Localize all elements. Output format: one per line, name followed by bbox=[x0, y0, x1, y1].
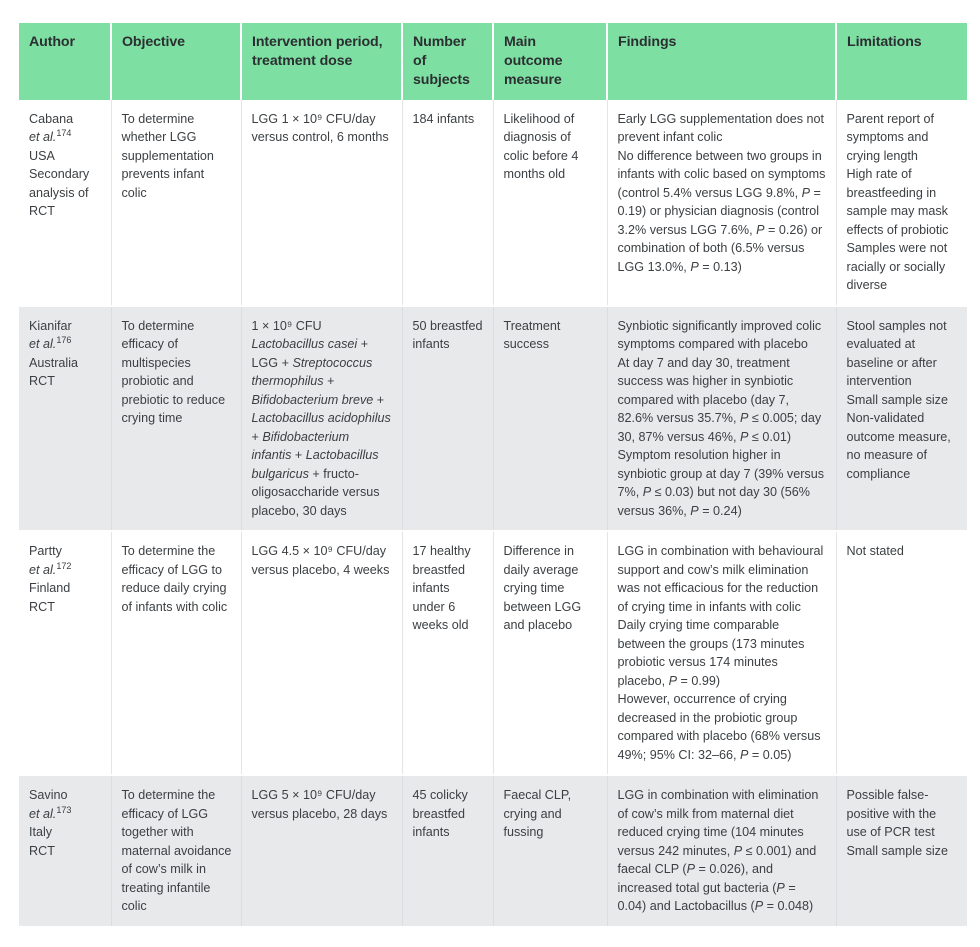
author-name: Savino bbox=[29, 788, 68, 803]
cell-limitations bbox=[836, 100, 967, 306]
finding-item: LGG in combination with elimination of cow’s milk from maternal diet reduced crying time (104 minutes versus 242 minutes, P ≤ 0.001) and faecal CLP (P = 0.026), and increased total gut bacteria (P = 0.04) and Lactobacillus (P = 0.048) bbox=[617, 788, 819, 914]
column-header-subjects: Number of subjects bbox=[402, 23, 493, 100]
cell-intervention: LGG 5 × 10⁹ CFU/day versus placebo, 28 days bbox=[241, 775, 402, 927]
cell-limitations bbox=[836, 306, 967, 532]
author-study-design: Secondary analysis of RCT bbox=[29, 167, 90, 219]
cell-intervention: 1 × 10⁹ CFU Lactobacillus casei + LGG + Streptococcus thermophilus + Bifidobacterium breve + Lactobacillus acidophilus + Bifidobacterium infantis + Lactobacillus bulgaricus + fructo-oligosaccharide versus placebo, 30 days bbox=[241, 306, 402, 532]
cell-subjects: 50 breastfed infants bbox=[402, 306, 493, 532]
cell-author bbox=[19, 306, 111, 532]
author-etal: et al.$^{172}$ bbox=[29, 560, 72, 577]
limitation-item: High rate of breastfeeding in sample may mask effects of probiotic bbox=[846, 167, 949, 237]
table-row bbox=[19, 100, 967, 306]
author-name: Kianifar bbox=[29, 318, 72, 333]
table-row bbox=[19, 306, 967, 532]
limitation-item: Stool samples not evaluated at baseline or after intervention bbox=[846, 318, 947, 389]
limitation-item: Small sample size bbox=[846, 843, 948, 858]
cell-objective: To determine whether LGG supplementation prevents infant colic bbox=[111, 100, 241, 306]
cell-objective: To determine efficacy of multispecies probiotic and prebiotic to reduce crying time bbox=[111, 306, 241, 532]
cell-findings bbox=[607, 100, 836, 306]
author-country: Finland bbox=[29, 581, 71, 596]
author-country: USA bbox=[29, 148, 55, 163]
finding-item: Daily crying time comparable between the groups (173 minutes probiotic versus 174 minutes placebo, P = 0.99) bbox=[617, 618, 805, 688]
cell-subjects: 45 colicky breastfed infants bbox=[402, 775, 493, 927]
cell-outcome-measure: Faecal CLP, crying and fussing bbox=[493, 775, 607, 927]
cell-objective: To determine the efficacy of LGG to reduce daily crying of infants with colic bbox=[111, 531, 241, 775]
author-reference: 176 bbox=[56, 334, 72, 345]
table-body bbox=[19, 100, 967, 927]
author-study-design: RCT bbox=[29, 374, 55, 389]
limitation-item: Samples were not racially or socially diverse bbox=[846, 241, 948, 293]
column-header-limitations: Limitations bbox=[836, 23, 967, 100]
finding-item: No difference between two groups in infants with colic based on symptoms (control 5.4% versus LGG 9.8%, P = 0.19) or physician diagnosis (control 3.2% versus LGG 7.6%, P = 0.26) or combination of both (6.5% versus LGG 13.0%, P = 0.13) bbox=[617, 148, 826, 274]
limitation-item: Parent report of symptoms and crying length bbox=[846, 111, 935, 163]
cell-outcome-measure: Difference in daily average crying time between LGG and placebo bbox=[493, 531, 607, 775]
limitation-item: Non-validated outcome measure, no measure of compliance bbox=[846, 411, 951, 481]
author-etal: et al.$^{176}$ bbox=[29, 334, 72, 352]
column-header-objective: Objective bbox=[111, 23, 241, 100]
cell-limitations bbox=[836, 531, 967, 775]
probiotic-colic-studies-table bbox=[19, 23, 967, 928]
finding-item: However, occurrence of crying decreased in the probiotic group compared with placebo (68% versus 49%; 95% CI: 32–66, P = 0.05) bbox=[617, 692, 821, 762]
author-reference: 173 bbox=[56, 804, 72, 815]
limitation-item: Small sample size bbox=[846, 392, 948, 407]
cell-author bbox=[19, 100, 111, 306]
cell-findings bbox=[607, 531, 836, 775]
table-row bbox=[19, 531, 967, 775]
cell-findings bbox=[607, 306, 836, 532]
column-header-findings: Findings bbox=[607, 23, 836, 100]
author-country: Australia bbox=[29, 355, 78, 370]
cell-author bbox=[19, 775, 111, 927]
finding-item: Synbiotic significantly improved colic symptoms compared with placebo bbox=[617, 318, 822, 352]
author-reference: 172 bbox=[56, 560, 72, 571]
finding-item: Early LGG supplementation does not prevent infant colic bbox=[617, 111, 825, 145]
header-row bbox=[19, 23, 967, 100]
limitation-item: Not stated bbox=[846, 544, 904, 559]
author-reference: 174 bbox=[56, 127, 72, 138]
cell-intervention: LGG 4.5 × 10⁹ CFU/day versus placebo, 4 weeks bbox=[241, 531, 402, 775]
finding-item: LGG in combination with behavioural support and cow’s milk elimination was not efficacious for the reduction of crying time in infants with colic bbox=[617, 544, 824, 614]
finding-item: At day 7 and day 30, treatment success was higher in synbiotic compared with placebo (day 7, 82.6% versus 35.7%, P ≤ 0.005; day 30, 87% versus 46%, P ≤ 0.01) bbox=[617, 355, 822, 444]
author-study-design: RCT bbox=[29, 843, 55, 858]
study-table-container bbox=[19, 23, 967, 928]
limitation-item: Possible false-positive with the use of PCR test bbox=[846, 788, 937, 840]
cell-findings bbox=[607, 775, 836, 927]
column-header-outcome: Main outcome measure bbox=[493, 23, 607, 100]
column-header-author: Author bbox=[19, 23, 111, 100]
author-name: Partty bbox=[29, 544, 62, 559]
finding-item: Symptom resolution higher in synbiotic group at day 7 (39% versus 7%, P ≤ 0.03) but not day 30 (56% versus 36%, P = 0.24) bbox=[617, 448, 825, 518]
author-etal: et al.$^{173}$ bbox=[29, 804, 72, 821]
cell-objective: To determine the efficacy of LGG together with maternal avoidance of cow’s milk in treating infantile colic bbox=[111, 775, 241, 927]
cell-subjects: 184 infants bbox=[402, 100, 493, 306]
cell-intervention: LGG 1 × 10⁹ CFU/day versus control, 6 months bbox=[241, 100, 402, 306]
author-name: Cabana bbox=[29, 111, 74, 126]
cell-outcome-measure: Likelihood of diagnosis of colic before 4 months old bbox=[493, 100, 607, 306]
author-etal: et al.$^{174}$ bbox=[29, 127, 72, 145]
cell-subjects: 17 healthy breastfed infants under 6 weeks old bbox=[402, 531, 493, 775]
table-header bbox=[19, 23, 967, 100]
cell-author bbox=[19, 531, 111, 775]
cell-limitations bbox=[836, 775, 967, 927]
table-row bbox=[19, 775, 967, 927]
author-study-design: RCT bbox=[29, 599, 55, 614]
author-country: Italy bbox=[29, 825, 53, 840]
column-header-intervention: Intervention period, treatment dose bbox=[241, 23, 402, 100]
cell-outcome-measure: Treatment success bbox=[493, 306, 607, 532]
